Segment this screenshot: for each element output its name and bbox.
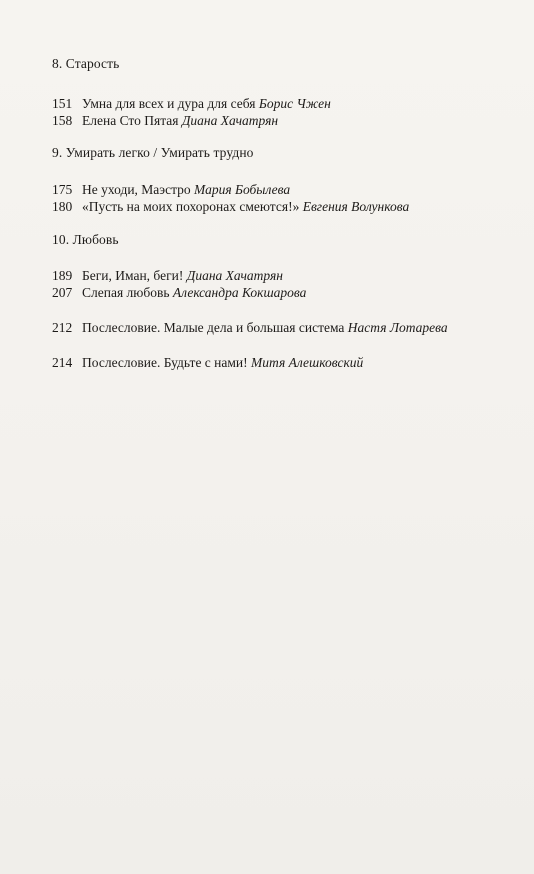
toc-entry: [52, 285, 306, 301]
toc-title: Не уходи, Маэстро: [82, 182, 191, 197]
toc-entry: [52, 96, 331, 112]
toc-page-number: 207: [52, 285, 73, 300]
toc-page-number: 212: [52, 320, 73, 335]
toc-page-number: 189: [52, 268, 73, 283]
toc-author: Настя Лотарева: [347, 320, 448, 335]
toc-title: Беги, Иман, беги!: [82, 268, 184, 283]
toc-entry: [52, 355, 363, 371]
toc-entry: [52, 199, 409, 215]
toc-entry: [52, 113, 278, 129]
toc-title: Умна для всех и дура для себя: [82, 96, 256, 111]
toc-author: Борис Чжен: [258, 96, 331, 111]
toc-author: Евгения Волункова: [302, 199, 410, 214]
toc-title: Слепая любовь: [82, 285, 170, 300]
toc-entry: [52, 268, 283, 284]
toc-entry: [52, 182, 290, 198]
toc-page-number: 151: [52, 96, 73, 111]
toc-title: Послесловие. Будьте с нами!: [82, 355, 248, 370]
toc-section-heading: 9. Умирать легко / Умирать трудно: [52, 145, 254, 160]
toc-title: «Пусть на моих похоронах смеются!»: [82, 199, 300, 214]
toc-page-number: 158: [52, 113, 73, 128]
toc-page-number: 214: [52, 355, 73, 370]
toc-author: Диана Хачатрян: [186, 268, 283, 283]
toc-page-number: 180: [52, 199, 73, 214]
toc-section-heading: 10. Любовь: [52, 232, 119, 247]
toc-author: Диана Хачатрян: [181, 113, 279, 128]
toc-title: Послесловие. Малые дела и большая система: [82, 320, 345, 335]
toc-author: Митя Алешковский: [251, 355, 364, 370]
toc-title: Елена Сто Пятая: [82, 113, 179, 128]
toc-entry: [52, 320, 448, 336]
toc-section-heading: 8. Старость: [52, 56, 120, 71]
toc-author: Мария Бобылева: [194, 182, 291, 197]
toc-page-number: 175: [52, 182, 73, 197]
toc-author: Александра Кокшарова: [172, 285, 307, 300]
